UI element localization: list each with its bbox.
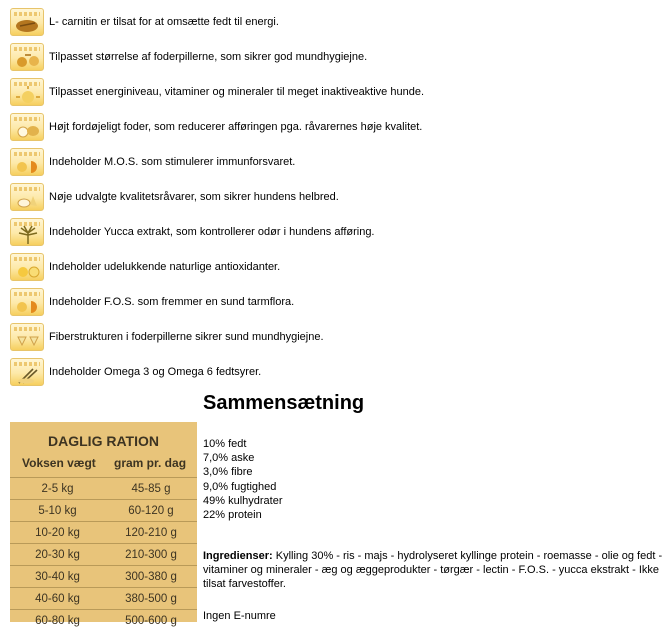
grams-cell: 380-500 g bbox=[125, 592, 177, 605]
table-row bbox=[10, 543, 197, 565]
quality-ingredients-icon bbox=[10, 183, 44, 211]
grams-cell: 210-300 g bbox=[125, 548, 177, 561]
feature-item bbox=[10, 287, 294, 317]
mos-icon bbox=[10, 148, 44, 176]
composition-value: 7,0% aske bbox=[203, 452, 255, 465]
feature-item bbox=[10, 77, 424, 107]
feature-text: Indeholder M.O.S. som stimulerer immunforsvaret. bbox=[49, 156, 296, 168]
feature-text: L- carnitin er tilsat for at omsætte fedt til energi. bbox=[49, 16, 279, 28]
weight-cell: 2-5 kg bbox=[41, 482, 74, 495]
feature-text: Højt fordøjeligt foder, som reducerer afføringen pga. råvarernes høje kvalitet. bbox=[49, 121, 423, 133]
table-row bbox=[10, 565, 197, 587]
feature-text: Tilpasset størrelse af foderpillerne, som sikrer god mundhygiejne. bbox=[49, 51, 368, 63]
feature-item bbox=[10, 112, 422, 142]
feature-text: Nøje udvalgte kvalitetsråvarer, som sikrer hundens helbred. bbox=[49, 191, 339, 203]
table-row bbox=[10, 587, 197, 609]
composition-title: Sammensætning bbox=[203, 392, 365, 414]
grams-cell: 500-600 g bbox=[125, 614, 177, 627]
feature-item bbox=[10, 147, 295, 177]
weight-cell: 10-20 kg bbox=[35, 526, 80, 539]
feature-text: Indeholder F.O.S. som fremmer en sund tarmflora. bbox=[49, 296, 295, 308]
l-carnitine-icon bbox=[10, 8, 44, 36]
energy-level-icon bbox=[10, 78, 44, 106]
kibble-size-icon bbox=[10, 43, 44, 71]
table-row bbox=[10, 609, 197, 631]
ingredients-label: Ingredienser: bbox=[203, 550, 273, 562]
grams-cell: 45-85 g bbox=[131, 482, 171, 495]
grams-cell: 60-120 g bbox=[128, 504, 174, 517]
ration-rows bbox=[10, 477, 197, 631]
grams-cell: 300-380 g bbox=[125, 570, 177, 583]
fos-icon bbox=[10, 288, 44, 316]
ration-col-grams-header: gram pr. dag bbox=[114, 456, 187, 470]
yucca-icon bbox=[10, 218, 44, 246]
feature-item bbox=[10, 182, 339, 212]
e-numbers-note: Ingen E-numre bbox=[203, 610, 276, 622]
composition-value: 3,0% fibre bbox=[203, 466, 253, 479]
weight-cell: 30-40 kg bbox=[35, 570, 80, 583]
digestibility-icon bbox=[10, 113, 44, 141]
antioxidants-icon bbox=[10, 253, 44, 281]
daily-ration-table bbox=[10, 422, 197, 627]
table-row bbox=[10, 477, 197, 499]
weight-cell: 20-30 kg bbox=[35, 548, 80, 561]
table-row bbox=[10, 499, 197, 521]
composition-value: 22% protein bbox=[203, 509, 262, 522]
ingredients-text: Kylling 30% - ris - majs - hydrolyseret kyllinge protein - roemasse - olie og fedt - vitaminer og mineraler - æg og æggeprodukter - tørgær - lectin - F.O.S. - yucca ekstrakt - Ikke tilsat farvestoffer. bbox=[203, 550, 663, 590]
feature-text: Indeholder Omega 3 og Omega 6 fedtsyrer. bbox=[49, 366, 262, 378]
ration-col-weight-header: Voksen vægt bbox=[22, 456, 96, 470]
table-row bbox=[10, 521, 197, 543]
composition-value: 10% fedt bbox=[203, 438, 247, 450]
fiber-structure-icon bbox=[10, 323, 44, 351]
weight-cell: 60-80 kg bbox=[35, 614, 80, 627]
feature-item bbox=[10, 357, 261, 387]
feature-text: Indeholder udelukkende naturlige antioxidanter. bbox=[49, 261, 281, 273]
omega-icon bbox=[10, 358, 44, 386]
feature-item bbox=[10, 217, 375, 247]
composition-value: 9,0% fugtighed bbox=[203, 480, 277, 493]
feature-text: Tilpasset energiniveau, vitaminer og mineraler til meget inaktiveaktive hunde. bbox=[49, 86, 425, 98]
feature-item bbox=[10, 322, 324, 352]
feature-item bbox=[10, 42, 367, 72]
grams-cell: 120-210 g bbox=[125, 526, 177, 539]
feature-text: Indeholder Yucca extrakt, som kontrollerer odør i hundens afføring. bbox=[49, 226, 375, 238]
ration-table-title: DAGLIG RATION bbox=[48, 433, 159, 449]
weight-cell: 5-10 kg bbox=[38, 504, 77, 517]
ingredients-paragraph bbox=[203, 549, 668, 591]
feature-item bbox=[10, 7, 279, 37]
composition-values bbox=[203, 437, 283, 522]
feature-text: Fiberstrukturen i foderpillerne sikrer sund mundhygiejne. bbox=[49, 331, 324, 343]
weight-cell: 40-60 kg bbox=[35, 592, 80, 605]
feature-item bbox=[10, 252, 280, 282]
composition-value: 49% kulhydrater bbox=[203, 494, 283, 507]
